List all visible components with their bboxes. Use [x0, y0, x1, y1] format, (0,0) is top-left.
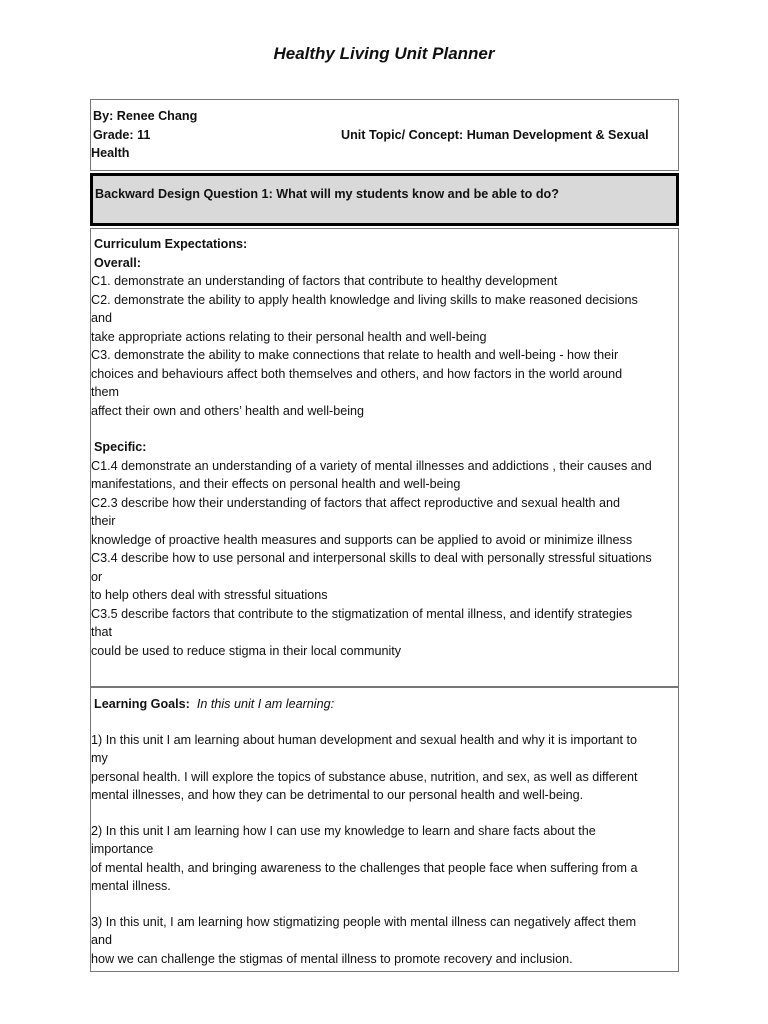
- specific-line: C3.5 describe factors that contribute to the stigmatization of mental illness, and identify strategies: [91, 606, 633, 621]
- goal-line: mental illness.: [91, 879, 171, 893]
- overall-line: C1. demonstrate an understanding of factors that contribute to healthy development: [91, 274, 558, 288]
- specific-line: C2.3 describe how their understanding of factors that affect reproductive and sexual health and: [91, 495, 621, 510]
- learning-goals-box: [90, 687, 679, 972]
- specific-line: their: [91, 514, 116, 528]
- overall-line: them: [91, 385, 119, 399]
- goal-line: my: [91, 751, 108, 765]
- overall-line: take appropriate actions relating to their personal health and well-being: [91, 329, 487, 344]
- unit-info-box: [90, 99, 679, 171]
- goal-line: importance: [91, 842, 154, 856]
- learning-goals-heading: Learning Goals:: [94, 697, 190, 711]
- overall-line: affect their own and others’ health and well-being: [91, 403, 365, 418]
- overall-heading: Overall:: [94, 255, 141, 270]
- learning-goals-intro: In this unit I am learning:: [196, 697, 335, 711]
- specific-line: that: [91, 625, 113, 639]
- goal-line: and: [91, 933, 113, 947]
- specific-line: C3.4 describe how to use personal and interpersonal skills to deal with personally stressful situations: [91, 551, 652, 565]
- goal-line: 3) In this unit, I am learning how stigmatizing people with mental illness can negatively affect them: [91, 914, 637, 929]
- unit-topic-continued: Health: [91, 146, 130, 160]
- overall-line: C3. demonstrate the ability to make connections that relate to health and well-being - how their: [91, 348, 619, 362]
- curriculum-expectations-box: [90, 228, 679, 687]
- goal-line: 2) In this unit I am learning how I can use my knowledge to learn and share facts about the: [91, 823, 596, 838]
- unit-topic-label: Unit Topic/ Concept: Human Development & Sexual: [341, 127, 649, 142]
- specific-line: to help others deal with stressful situations: [91, 588, 328, 602]
- goal-line: how we can challenge the stigmas of mental illness to promote recovery and inclusion.: [91, 951, 573, 966]
- overall-line: C2. demonstrate the ability to apply health knowledge and living skills to make reasoned decisions: [91, 292, 638, 307]
- backward-design-question: Backward Design Question 1: What will my students know and be able to do?: [95, 187, 559, 201]
- specific-line: manifestations, and their effects on personal health and well-being: [91, 477, 461, 491]
- backward-design-question-box: [90, 173, 679, 226]
- goal-line: 1) In this unit I am learning about human development and sexual health and why it is important to: [91, 732, 638, 747]
- specific-line: or: [91, 569, 103, 584]
- specific-heading: Specific:: [94, 440, 147, 454]
- specific-line: could be used to reduce stigma in their local community: [91, 643, 402, 658]
- page-title: Healthy Living Unit Planner: [273, 44, 495, 63]
- curriculum-heading: Curriculum Expectations:: [94, 237, 248, 251]
- goal-line: mental illnesses, and how they can be detrimental to our personal health and well-being.: [91, 788, 584, 802]
- author-label: By: Renee Chang: [93, 109, 198, 123]
- specific-line: knowledge of proactive health measures and supports can be applied to avoid or minimize illness: [91, 532, 633, 547]
- overall-line: choices and behaviours affect both themselves and others, and how factors in the world around: [91, 366, 623, 381]
- overall-line: and: [91, 311, 113, 325]
- goal-line: of mental health, and bringing awareness to the challenges that people face when suffering from a: [91, 860, 638, 875]
- grade-label: Grade: 11: [93, 127, 151, 142]
- specific-line: C1.4 demonstrate an understanding of a variety of mental illnesses and addictions , their causes and: [91, 458, 652, 473]
- goal-line: personal health. I will explore the topics of substance abuse, nutrition, and sex, as well as different: [91, 769, 638, 784]
